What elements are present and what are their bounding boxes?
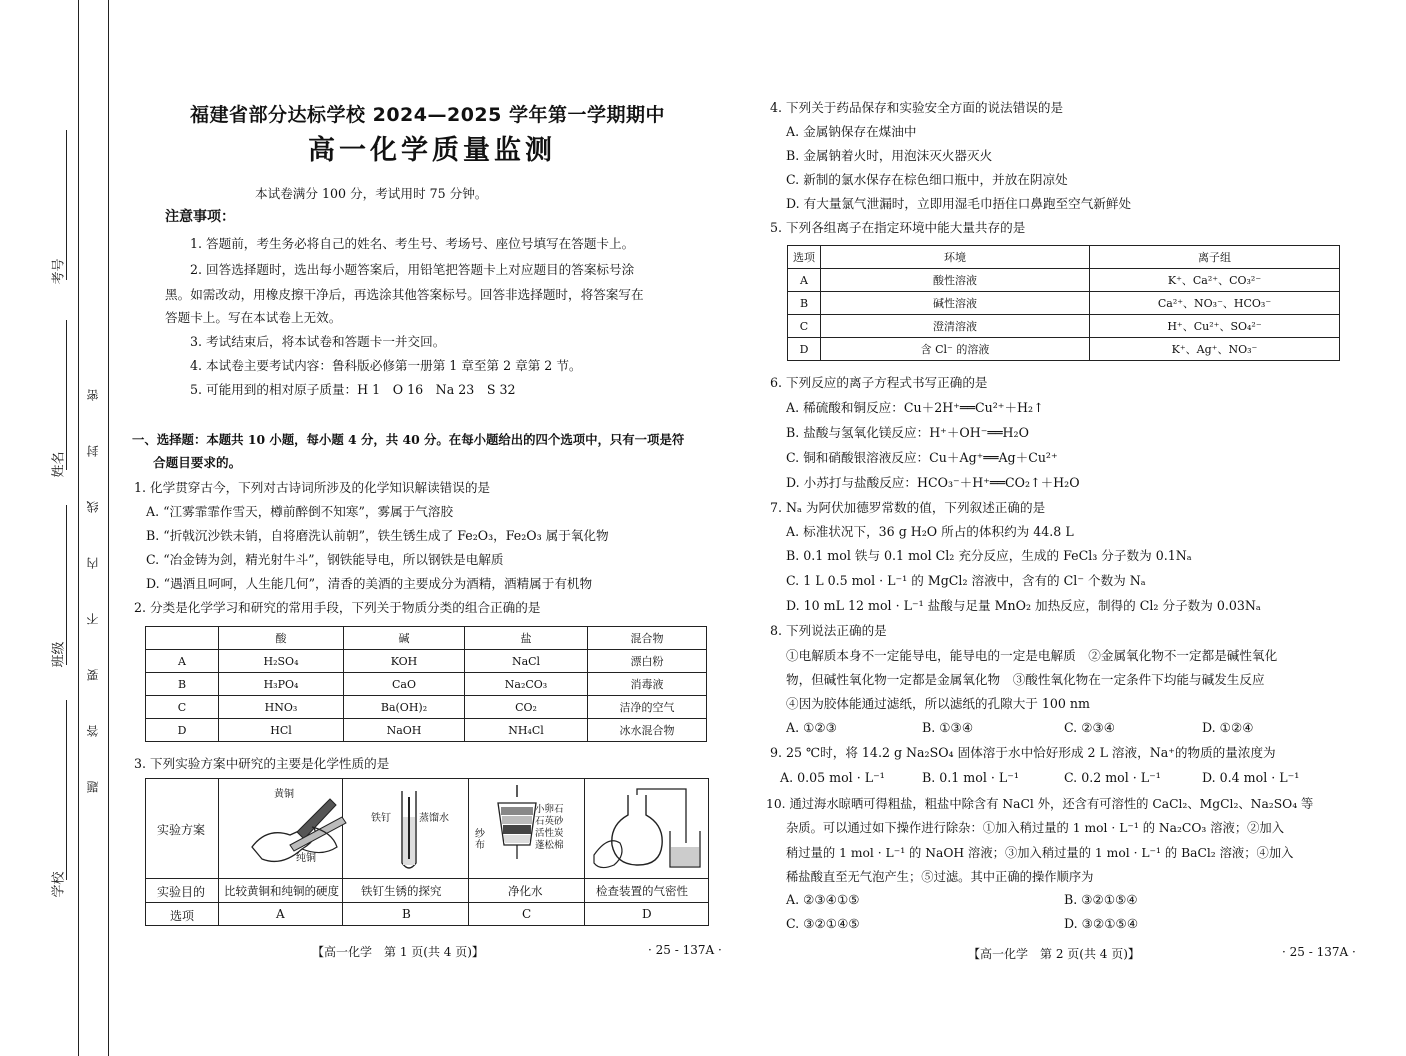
q2-header-cell: [146, 627, 219, 650]
q1-stem: 1. 化学贯穿古今，下列对古诗词所涉及的化学知识解读错误的是: [134, 480, 491, 495]
q6-option-c: C. 铜和硝酸银溶液反应：Cu＋Ag⁺══Ag＋Cu²⁺: [786, 450, 1058, 465]
q5-header-cell: 环境: [821, 246, 1090, 269]
q3-row-option: 选项: [170, 909, 195, 923]
q2-cell: H₂SO₄: [219, 650, 344, 673]
q2-cell: H₃PO₄: [219, 673, 344, 696]
q7-stem: 7. Nₐ 为阿伏加德罗常数的值，下列叙述正确的是: [770, 500, 1046, 515]
q2-stem: 2. 分类是化学学习和研究的常用手段，下列关于物质分类的组合正确的是: [134, 600, 541, 615]
table-row: [788, 246, 1340, 269]
q2-cell: NaCl: [465, 650, 588, 673]
q5-cell: 碱性溶液: [821, 292, 1090, 315]
q5-cell: D: [788, 338, 821, 361]
notice-heading: 注意事项：: [165, 209, 235, 225]
q8-option-a: A. ①②③: [786, 720, 837, 735]
q2-cell: B: [146, 673, 219, 696]
table-row: [146, 650, 707, 673]
q10-option-b: B. ③②①⑤④: [1064, 892, 1138, 907]
q3-purpose-c: 净化水: [508, 884, 543, 898]
q2-cell: HCl: [219, 719, 344, 742]
q5-cell: Ca²⁺、NO₃⁻、HCO₃⁻: [1090, 292, 1340, 315]
notice-line-1: 1. 答题前，考生务必将自己的姓名、考生号、考场号、座位号填写在答题卡上。: [190, 236, 635, 251]
q7-option-a: A. 标准状况下，36 g H₂O 所占的体积约为 44.8 L: [786, 524, 1074, 539]
table-row: [788, 292, 1340, 315]
q5-cell: 酸性溶液: [821, 269, 1090, 292]
q2-cell: HNO₃: [219, 696, 344, 719]
q2-cell: Na₂CO₃: [465, 673, 588, 696]
q8-line-1: ①电解质本身不一定能导电，能导电的一定是电解质 ②金属氧化物不一定都是碱性氧化: [786, 648, 1278, 663]
q6-option-d: D. 小苏打与盐酸反应：HCO₃⁻＋H⁺══CO₂↑＋H₂O: [786, 475, 1080, 490]
q3-figure-d-airtight-check: [590, 785, 702, 875]
q3-option-c: C: [522, 907, 532, 921]
q3-purpose-a: 比较黄铜和纯铜的硬度: [224, 884, 339, 898]
q8-option-c: C. ②③④: [1064, 720, 1116, 735]
q10-option-c: C. ③②①④⑤: [786, 916, 860, 931]
q5-cell: A: [788, 269, 821, 292]
q2-cell: NH₄Cl: [465, 719, 588, 742]
q2-cell: 漂白粉: [588, 650, 707, 673]
q3-purpose-b: 铁钉生锈的探究: [361, 884, 442, 898]
q1-option-d: D. “遇酒且呵呵，人生能几何”，清香的美酒的主要成分为酒精，酒精属于有机物: [146, 576, 593, 591]
q7-option-d: D. 10 mL 12 mol · L⁻¹ 盐酸与足量 MnO₂ 加热反应，制得的 Cl₂ 分子数为 0.03Nₐ: [786, 598, 1261, 613]
q4-option-c: C. 新制的氯水保存在棕色细口瓶中，并放在阴凉处: [786, 172, 1068, 187]
q5-cell: K⁺、Ca²⁺、CO₃²⁻: [1090, 269, 1340, 292]
q3-label-chuntong: 纯铜: [296, 853, 316, 864]
margin-blank-kaohao: [66, 130, 67, 280]
q10-line-1: 10. 通过海水晾晒可得粗盐，粗盐中除含有 NaCl 外，还含有可溶性的 CaCl₂、MgCl₂、Na₂SO₄ 等: [766, 797, 1314, 811]
q5-cell: C: [788, 315, 821, 338]
q5-header-cell: 离子组: [1090, 246, 1340, 269]
q9-stem: 9. 25 ℃时，将 14.2 g Na₂SO₄ 固体溶于水中恰好形成 2 L 溶液，Na⁺的物质的量浓度为: [770, 745, 1276, 760]
q2-table: [145, 626, 707, 742]
q1-option-c: C. “冶金铸为剑，精光射牛斗”，钢铁能导电，所以钢铁是电解质: [146, 552, 504, 567]
table-row: [788, 269, 1340, 292]
q3-stem: 3. 下列实验方案中研究的主要是化学性质的是: [134, 756, 390, 771]
table-row: [146, 719, 707, 742]
q8-option-d: D. ①②④: [1202, 720, 1254, 735]
q8-option-b: B. ①③④: [922, 720, 974, 735]
q5-stem: 5. 下列各组离子在指定环境中能大量共存的是: [770, 220, 1026, 235]
margin-line-outer: [78, 0, 79, 1056]
q2-header-cell: 混合物: [588, 627, 707, 650]
margin-blank-banji: [66, 505, 67, 665]
q3-row-purpose: 实验目的: [157, 885, 206, 899]
q2-header-cell: 盐: [465, 627, 588, 650]
q7-option-b: B. 0.1 mol 铁与 0.1 mol Cl₂ 充分反应，生成的 FeCl₃ 分子数为 0.1Nₐ: [786, 548, 1192, 563]
q3-figure-b-test-tube: [394, 787, 424, 875]
table-row: [146, 696, 707, 719]
q3-label-shabu: 纱布: [475, 829, 485, 851]
table-row: [788, 315, 1340, 338]
margin-line-inner: [108, 0, 109, 1056]
q2-header-cell: 碱: [344, 627, 465, 650]
notice-line-6: 4. 本试卷主要考试内容：鲁科版必修第一册第 1 章至第 2 章第 2 节。: [190, 358, 582, 373]
q3-row-scheme: 实验方案: [157, 823, 206, 837]
q9-option-a: A. 0.05 mol · L⁻¹: [780, 770, 885, 785]
q2-cell: Ba(OH)₂: [344, 696, 465, 719]
q3-option-d: D: [642, 907, 652, 921]
footer-right-code: · 25 - 137A ·: [1282, 945, 1356, 959]
q9-option-d: D. 0.4 mol · L⁻¹: [1202, 770, 1300, 785]
q3-label-huangtong: 黄铜: [274, 789, 294, 800]
q4-option-d: D. 有大量氯气泄漏时，立即用湿毛巾捂住口鼻跑至空气新鲜处: [786, 196, 1132, 211]
q3-purpose-d: 检查装置的气密性: [596, 884, 688, 898]
q10-line-3: 稍过量的 1 mol · L⁻¹ 的 NaOH 溶液；③加入稍过量的 1 mol · L⁻¹ 的 BaCl₂ 溶液；④加入: [786, 846, 1294, 860]
q8-stem: 8. 下列说法正确的是: [770, 623, 887, 638]
seal-line-text: 题答要不内线封密: [86, 345, 100, 793]
margin-label-xuexiao: 学校: [51, 871, 67, 898]
q5-cell: H⁺、Cu²⁺、SO₄²⁻: [1090, 315, 1340, 338]
q2-cell: NaOH: [344, 719, 465, 742]
notice-line-2: 2. 回答选择题时，选出每小题答案后，用铅笔把答题卡上对应题目的答案标号涂: [190, 262, 635, 277]
q2-header-cell: 酸: [219, 627, 344, 650]
q4-stem: 4. 下列关于药品保存和实验安全方面的说法错误的是: [770, 100, 1064, 115]
table-row: [788, 338, 1340, 361]
q3-label-huoxingtan: 活性炭: [535, 828, 564, 839]
q3-option-a: A: [276, 907, 285, 921]
q3-label-pengsongmian: 蓬松棉: [535, 840, 564, 851]
q8-line-2: 物，但碱性氧化物一定都是金属氧化物 ③酸性氧化物在一定条件下均能与碱发生反应: [786, 672, 1265, 687]
q1-option-b: B. “折戟沉沙铁未销，自将磨洗认前朝”，铁生锈生成了 Fe₂O₃，Fe₂O₃ 属于氧化物: [146, 528, 609, 543]
q6-option-b: B. 盐酸与氢氧化镁反应：H⁺＋OH⁻══H₂O: [786, 425, 1029, 440]
q3-label-zhengliushui: 蒸馏水: [419, 813, 449, 824]
margin-blank-xingming: [66, 320, 67, 470]
notice-line-5: 3. 考试结束后，将本试卷和答题卡一并交回。: [190, 334, 446, 349]
q5-cell: K⁺、Ag⁺、NO₃⁻: [1090, 338, 1340, 361]
q2-cell: D: [146, 719, 219, 742]
q2-cell: C: [146, 696, 219, 719]
table-row: [146, 627, 707, 650]
q7-option-c: C. 1 L 0.5 mol · L⁻¹ 的 MgCl₂ 溶液中，含有的 Cl⁻ 个数为 Nₐ: [786, 573, 1146, 588]
q3-table: [145, 778, 709, 926]
q2-cell: A: [146, 650, 219, 673]
section1-heading-line1: 一、选择题：本题共 10 小题，每小题 4 分，共 40 分。在每小题给出的四个选项中，只有一项是符: [132, 432, 685, 447]
notice-line-4: 答题卡上。写在本试卷上无效。: [165, 310, 342, 325]
q2-cell: CO₂: [465, 696, 588, 719]
table-row: [146, 673, 707, 696]
margin-blank-xuexiao: [66, 700, 67, 880]
q5-cell: B: [788, 292, 821, 315]
q9-option-c: C. 0.2 mol · L⁻¹: [1064, 770, 1161, 785]
notice-line-3: 黑。如需改动，用橡皮擦干净后，再选涂其他答案标号。回答非选择题时，将答案写在: [165, 287, 644, 302]
q3-label-tieding: 铁钉: [371, 813, 391, 824]
q2-cell: 洁净的空气: [588, 696, 707, 719]
q2-cell: KOH: [344, 650, 465, 673]
q3-option-b: B: [402, 907, 411, 921]
exam-title-line1: 福建省部分达标学校 2024—2025 学年第一学期期中: [190, 104, 665, 126]
q3-label-shiyingsha: 石英砂: [535, 816, 564, 827]
q1-option-a: A. “江雾霏霏作雪天，樽前醉倒不知寒”，雾属于气溶胶: [146, 504, 454, 519]
q2-cell: 冰水混合物: [588, 719, 707, 742]
q5-header-cell: 选项: [788, 246, 821, 269]
q9-option-b: B. 0.1 mol · L⁻¹: [922, 770, 1019, 785]
q10-line-4: 稀盐酸直至无气泡产生；⑤过滤。其中正确的操作顺序为: [786, 870, 1094, 884]
margin-label-xingming: 姓名: [51, 451, 67, 478]
q6-option-a: A. 稀硫酸和铜反应：Cu＋2H⁺══Cu²⁺＋H₂↑: [786, 400, 1044, 415]
q5-cell: 澄清溶液: [821, 315, 1090, 338]
footer-right-text: 【高一化学 第 2 页(共 4 页)】: [968, 947, 1140, 961]
exam-title-line2: 高一化学质量监测: [308, 135, 556, 166]
q2-cell: CaO: [344, 673, 465, 696]
q4-option-b: B. 金属钠着火时，用泡沫灭火器灭火: [786, 148, 993, 163]
q3-label-xiaoluanshi: 小卵石: [535, 804, 564, 815]
footer-left-text: 【高一化学 第 1 页(共 4 页)】: [312, 945, 484, 959]
section1-heading-line2: 合题目要求的。: [153, 455, 242, 470]
exam-note: 本试卷满分 100 分，考试用时 75 分钟。: [255, 186, 488, 201]
footer-left-code: · 25 - 137A ·: [648, 943, 722, 957]
q2-cell: 消毒液: [588, 673, 707, 696]
margin-label-banji: 班级: [51, 641, 67, 668]
q5-cell: 含 Cl⁻ 的溶液: [821, 338, 1090, 361]
q5-table: [787, 245, 1340, 361]
q10-option-a: A. ②③④①⑤: [786, 892, 860, 907]
notice-line-7: 5. 可能用到的相对原子质量：H 1 O 16 Na 23 S 32: [190, 382, 516, 397]
q6-stem: 6. 下列反应的离子方程式书写正确的是: [770, 375, 988, 390]
q8-line-3: ④因为胶体能通过滤纸，所以滤纸的孔隙大于 100 nm: [786, 696, 1090, 711]
q4-option-a: A. 金属钠保存在煤油中: [786, 124, 917, 139]
margin-label-kaohao: 考号: [51, 258, 67, 285]
q10-option-d: D. ③②①⑤④: [1064, 916, 1139, 931]
q10-line-2: 杂质。可以通过如下操作进行除杂：①加入稍过量的 1 mol · L⁻¹ 的 Na₂CO₃ 溶液；②加入: [786, 821, 1285, 835]
